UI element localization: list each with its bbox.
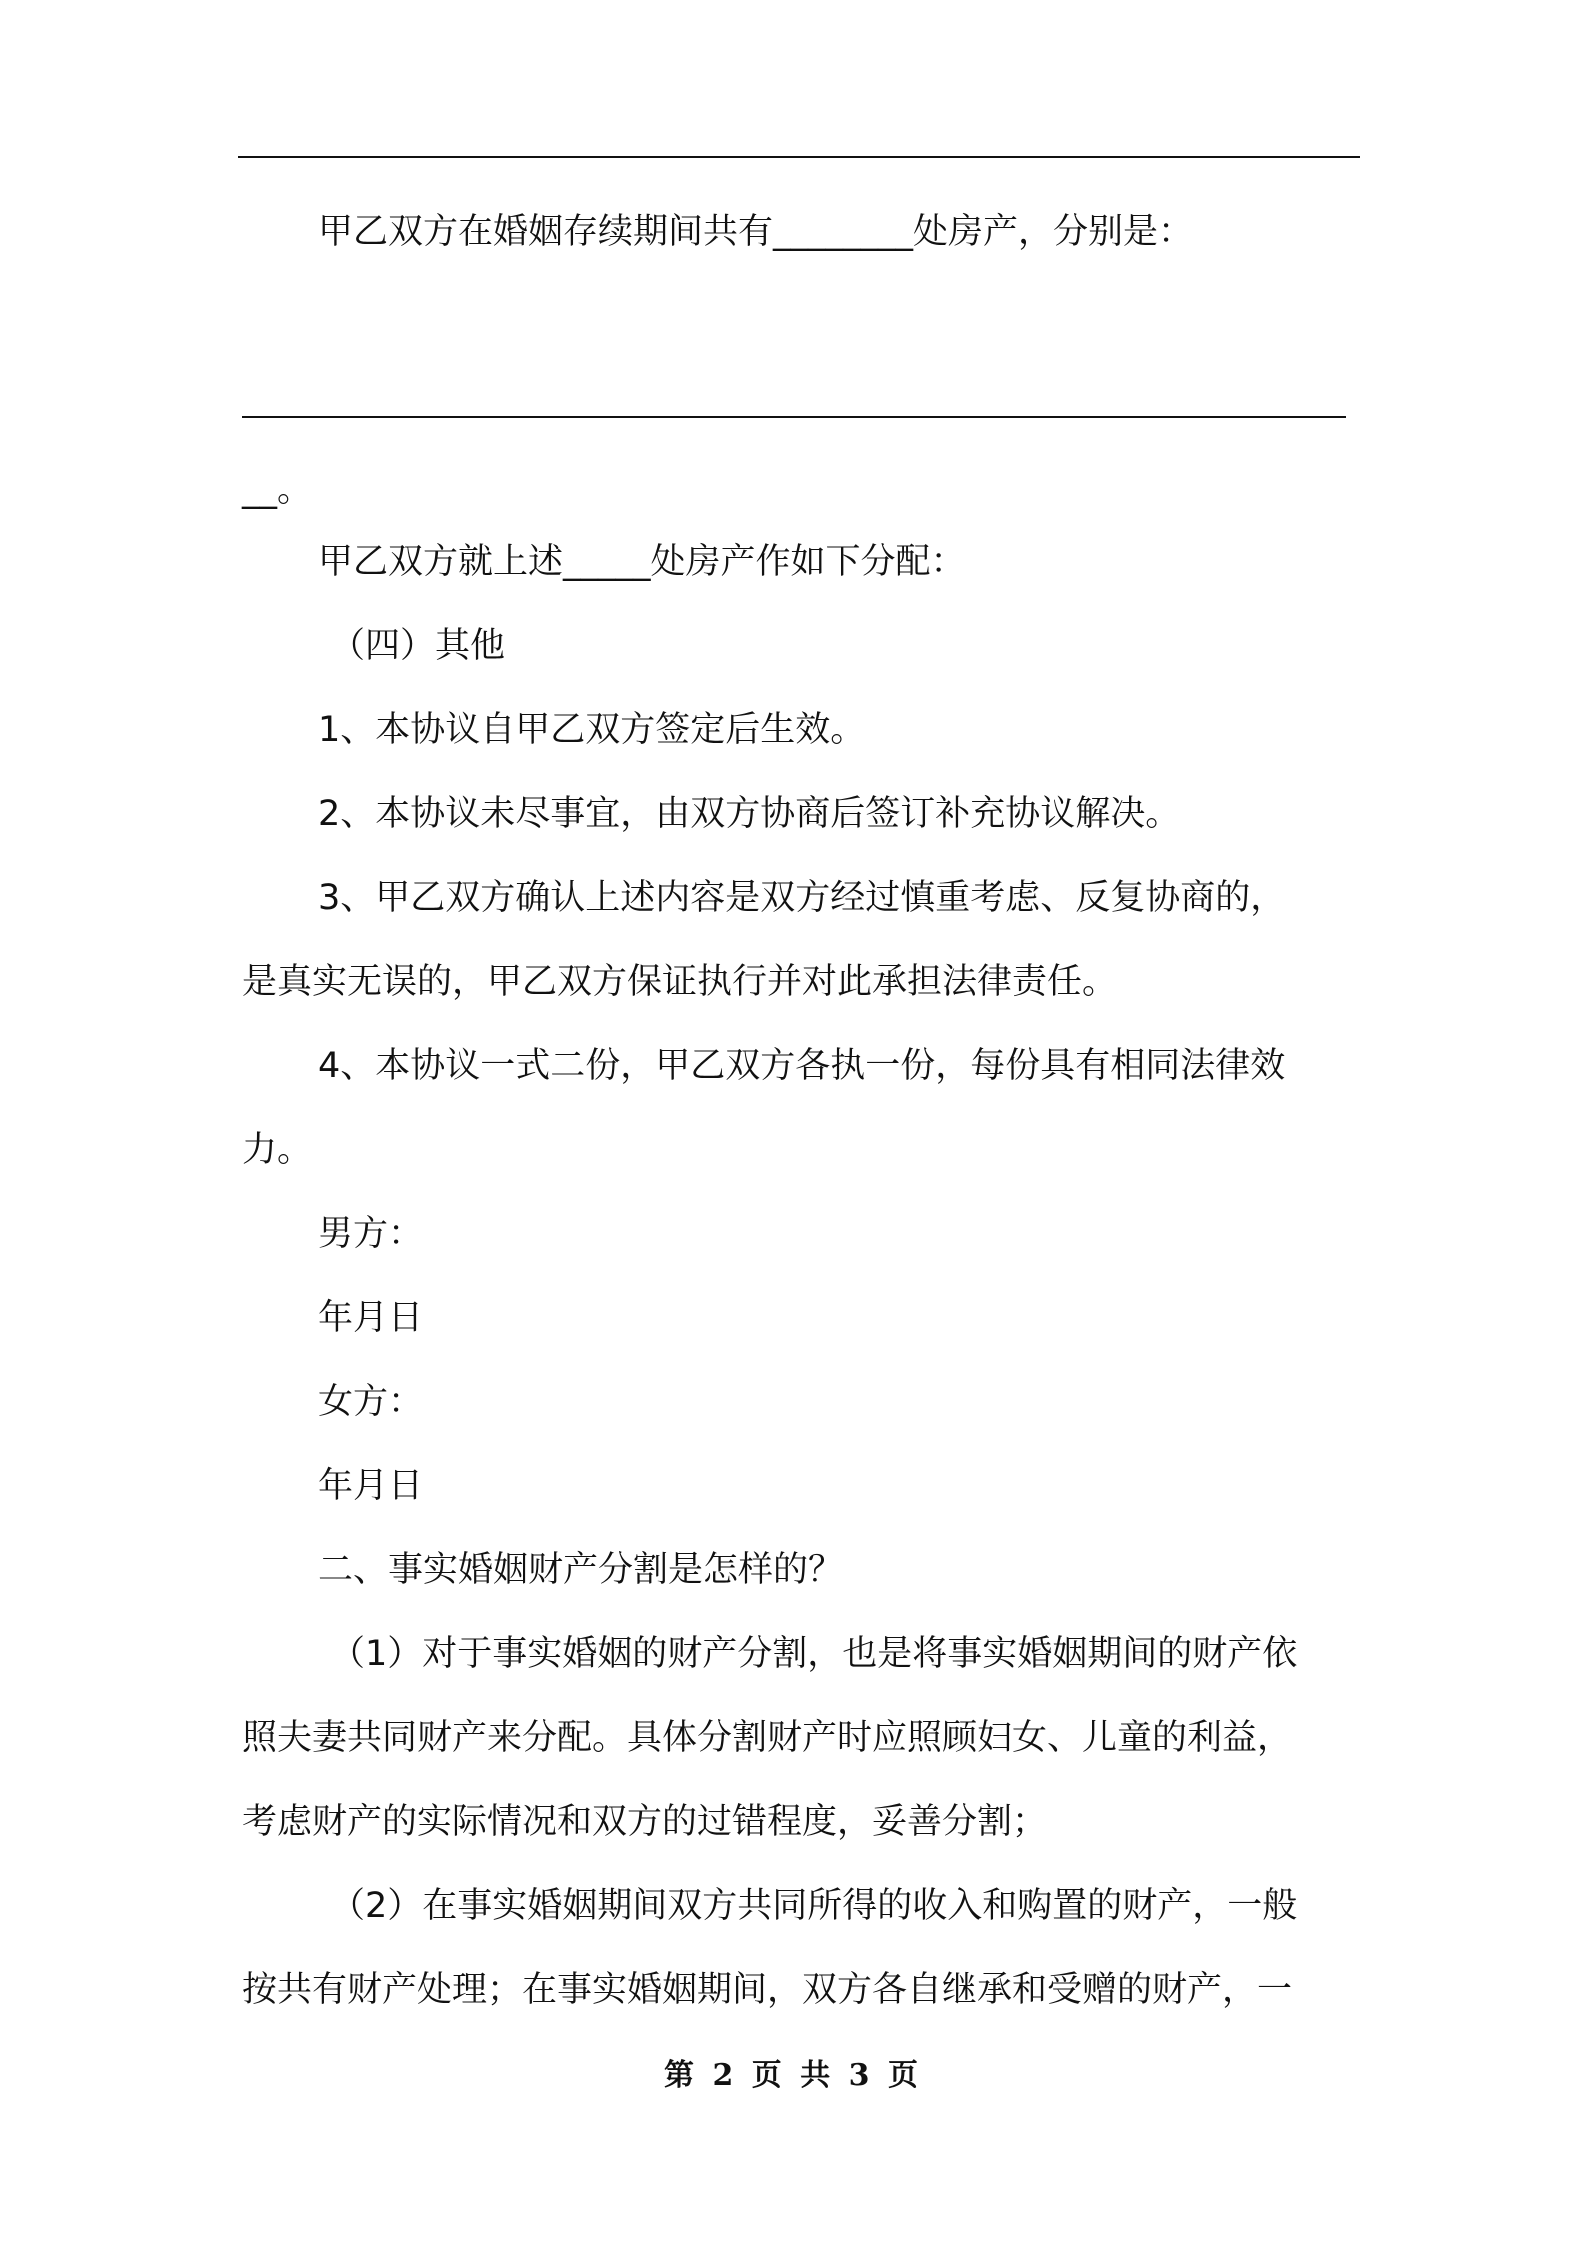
date-label: 年月日 [318,1466,424,1506]
date-label: 年月日 [318,1298,424,1338]
text-line: 2、本协议未尽事宜，由双方协商后签订补充协议解决。 [318,794,1181,834]
signature-label-female: 女方： [318,1382,424,1422]
section-heading: 二、事实婚姻财产分割是怎样的？ [318,1550,844,1590]
page-number-footer: 第 2 页 共 3 页 [664,2058,922,2093]
text-line: 甲乙双方在婚姻存续期间共有________处房产，分别是： [318,212,1194,252]
header-rule [238,156,1360,158]
text-line: 按共有财产处理；在事实婚姻期间，双方各自继承和受赠的财产，一 [242,1970,1293,2010]
text-line: 3、甲乙双方确认上述内容是双方经过慎重考虑、反复协商的， [318,878,1286,918]
text-line: 是真实无误的，甲乙双方保证执行并对此承担法律责任。 [242,962,1118,1002]
text-line: 考虑财产的实际情况和双方的过错程度，妥善分割； [242,1802,1048,1842]
fill-in-blank-line [242,416,1346,418]
signature-label-male: 男方： [318,1214,424,1254]
text-line: 照夫妻共同财产来分配。具体分割财产时应照顾妇女、儿童的利益， [242,1718,1293,1758]
text-line: 4、本协议一式二份，甲乙双方各执一份，每份具有相同法律效 [318,1046,1286,1086]
text-line: 1、本协议自甲乙双方签定后生效。 [318,710,866,750]
text-line: 甲乙双方就上述_____处房产作如下分配： [318,542,966,582]
section-heading: （四）其他 [330,626,506,666]
text-line: 力。 [242,1130,313,1170]
text-line: （1）对于事实婚姻的财产分割，也是将事实婚姻期间的财产依 [330,1634,1298,1674]
text-line: （2）在事实婚姻期间双方共同所得的收入和购置的财产，一般 [330,1886,1298,1926]
text-line: __。 [242,470,313,510]
